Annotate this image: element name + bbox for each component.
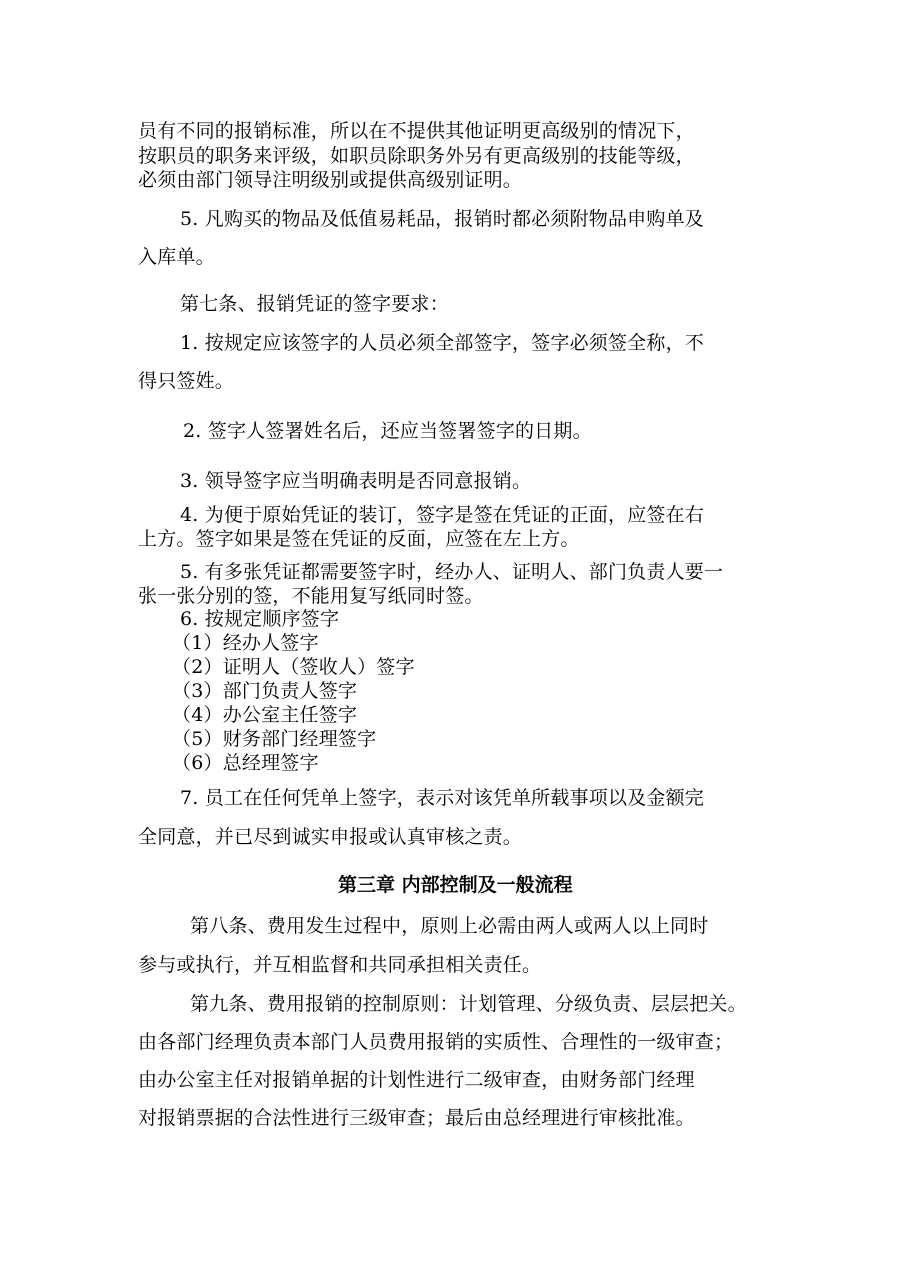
paragraph-line: 入库单。 <box>138 246 215 268</box>
paragraph-line: 2. 签字人签署姓名后，还应当签署签字的日期。 <box>183 420 592 442</box>
list-item: （5）财务部门经理签字 <box>172 728 377 750</box>
paragraph-line: 第八条、费用发生过程中，原则上必需由两人或两人以上同时 <box>190 915 709 937</box>
chapter-heading: 第三章 内部控制及一般流程 <box>338 874 573 896</box>
list-item: （6）总经理签字 <box>172 752 319 774</box>
list-item: （2）证明人（签收人）签字 <box>172 656 415 678</box>
paragraph-line: 必须由部门领导注明级别或提供高级别证明。 <box>138 169 523 191</box>
paragraph-line: 第九条、费用报销的控制原则：计划管理、分级负责、层层把关。 <box>190 993 747 1015</box>
paragraph-line: 由各部门经理负责本部门人员费用报销的实质性、合理性的一级审查； <box>138 1031 734 1053</box>
paragraph-line: 3. 领导签字应当明确表明是否同意报销。 <box>180 470 532 492</box>
paragraph-line: 按职员的职务来评级，如职员除职务外另有更高级别的技能等级， <box>138 145 695 167</box>
paragraph-line: 得只签姓。 <box>138 370 235 392</box>
paragraph-line: 1. 按规定应该签字的人员必须全部签字，签字必须签全称，不 <box>180 332 704 354</box>
paragraph-line: 员有不同的报销标准，所以在不提供其他证明更高级别的情况下， <box>138 120 695 142</box>
paragraph-line: 5. 凡购买的物品及低值易耗品，报销时都必须附物品申购单及 <box>180 208 704 230</box>
paragraph-line: 5. 有多张凭证都需要签字时，经办人、证明人、部门负责人要一 <box>180 561 724 583</box>
paragraph-line: 全同意，并已尽到诚实申报或认真审核之责。 <box>138 826 523 848</box>
list-item: （3）部门负责人签字 <box>172 680 358 702</box>
paragraph-line: 由办公室主任对报销单据的计划性进行二级审查，由财务部门经理 <box>138 1069 695 1091</box>
paragraph-line: 7. 员工在任何凭单上签字，表示对该凭单所载事项以及金额完 <box>180 787 704 809</box>
paragraph-line: 张一张分别的签，不能用复写纸同时签。 <box>138 585 484 607</box>
article-heading: 第七条、报销凭证的签字要求： <box>180 293 449 315</box>
paragraph-line: 参与或执行，并互相监督和共同承担相关责任。 <box>138 954 542 976</box>
paragraph-line: 上方。签字如果是签在凭证的反面，应签在左上方。 <box>138 528 580 550</box>
paragraph-line: 对报销票据的合法性进行三级审查；最后由总经理进行审核批准。 <box>138 1107 695 1129</box>
paragraph-line: 4. 为便于原始凭证的装订，签字是签在凭证的正面，应签在右 <box>180 504 704 526</box>
list-item: （4）办公室主任签字 <box>172 704 358 726</box>
paragraph-line: 6. 按规定顺序签字 <box>180 608 340 630</box>
list-item: （1）经办人签字 <box>172 632 319 654</box>
